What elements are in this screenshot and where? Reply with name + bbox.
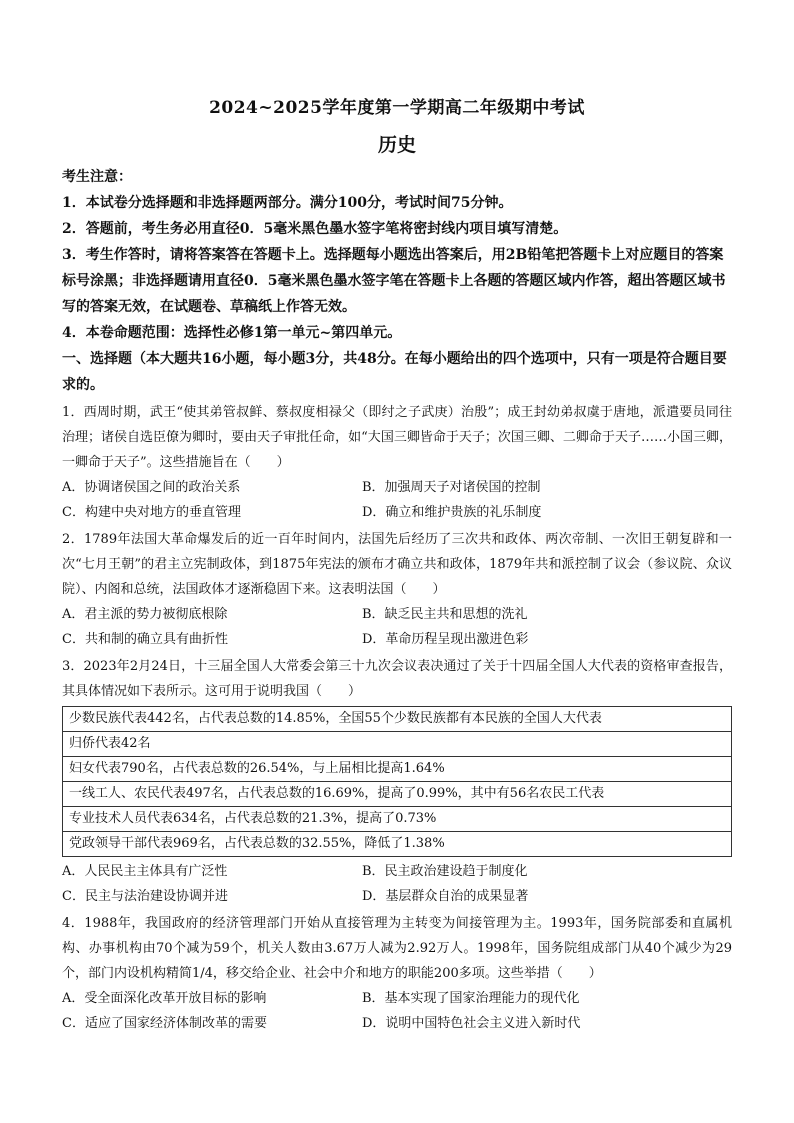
exam-page <box>62 96 732 1036</box>
table-row <box>63 807 732 832</box>
option-c[interactable]: C．民主与法治建设协调并进 <box>62 889 228 904</box>
table-cell: 少数民族代表442名，占代表总数的14.85%，全国55个少数民族都有本民族的全国人大代表 <box>63 707 732 732</box>
option-a[interactable]: A．受全面深化改革开放目标的影响 <box>62 991 267 1006</box>
table-cell: 妇女代表790名，占代表总数的26.54%，与上届相比提高1.64% <box>63 757 732 782</box>
option-b[interactable]: B．缺乏民主共和思想的洗礼 <box>362 607 528 622</box>
option-c[interactable]: C．适应了国家经济体制改革的需要 <box>62 1016 267 1031</box>
note-item: 4．本卷命题范围：选择性必修1第一单元~第四单元。 <box>62 325 402 341</box>
table-cell: 专业技术人员代表634名，占代表总数的21.3%，提高了0.73% <box>63 807 732 832</box>
subject-title: 历史 <box>377 134 416 156</box>
table-row <box>63 757 732 782</box>
option-b[interactable]: B．加强周天子对诸侯国的控制 <box>362 480 541 495</box>
question-1 <box>62 400 732 525</box>
table-row <box>63 782 732 807</box>
option-b[interactable]: B．民主政治建设趋于制度化 <box>362 864 528 879</box>
option-a[interactable]: A．协调诸侯国之间的政治关系 <box>62 480 241 495</box>
option-c[interactable]: C．共和制的确立具有曲折性 <box>62 632 228 647</box>
options <box>62 859 732 909</box>
options <box>62 602 732 652</box>
question-stem: 2．1789年法国大革命爆发后的近一百年时间内，法国先后经历了三次共和政体、两次帝制、一次旧王朝复辟和一次“七月王朝”的君主立宪制政体，到1875年宪法的颁布才确立共和政体，1879年共和派控制了议会（参议院、众议院）、内阁和总统，法国政体才逐渐稳固下来。这表明法国（ ） <box>62 532 732 597</box>
note-item: 2．答题前，考生务必用直径0．5毫米黑色墨水签字笔将密封线内项目填写清楚。 <box>62 221 568 237</box>
option-d[interactable]: D．基层群众自治的成果显著 <box>362 889 529 904</box>
table-cell: 党政领导干部代表969名，占代表总数的32.55%，降低了1.38% <box>63 832 732 857</box>
table-cell: 归侨代表42名 <box>63 732 732 757</box>
option-d[interactable]: D．确立和维护贵族的礼乐制度 <box>362 505 542 520</box>
question-stem: 1．西周时期，武王“使其弟管叔鲜、蔡叔度相禄父（即纣之子武庚）治殷”；成王封幼弟叔虞于唐地，派遣要员同往治理；诸侯自选臣僚为卿时，要由天子审批任命，如“大国三卿皆命于天子；次国三卿、二卿命于天子……小国三卿，一卿命于天子”。这些措施旨在（ ） <box>62 405 732 470</box>
options <box>62 986 732 1036</box>
info-table <box>62 706 732 857</box>
option-d[interactable]: D．说明中国特色社会主义进入新时代 <box>362 1016 581 1031</box>
option-a[interactable]: A．人民民主主体具有广泛性 <box>62 864 228 879</box>
section-heading: 一、选择题（本大题共16小题，每小题3分，共48分。在每小题给出的四个选项中，只有一项是符合题目要求的。 <box>62 351 727 393</box>
option-b[interactable]: B．基本实现了国家治理能力的现代化 <box>362 991 580 1006</box>
question-stem: 3．2023年2月24日，十三届全国人大常委会第三十九次会议表决通过了关于十四届全国人大代表的资格审查报告，其具体情况如下表所示。这可用于说明我国（ ） <box>62 659 732 699</box>
table-row <box>63 732 732 757</box>
question-4 <box>62 911 732 1036</box>
note-item: 3．考生作答时，请将答案答在答题卡上。选择题每小题选出答案后，用2B铅笔把答题卡上对应题目的答案标号涂黑；非选择题请用直径0．5毫米黑色墨水签字笔在答题卡上各题的答题区域内作答，超出答题区域书写的答案无效，在试题卷、草稿纸上作答无效。 <box>62 247 726 315</box>
exam-title: 2024~2025学年度第一学期高二年级期中考试 <box>209 98 585 118</box>
question-2 <box>62 527 732 652</box>
option-a[interactable]: A．君主派的势力被彻底根除 <box>62 607 228 622</box>
table-row <box>63 832 732 857</box>
notes-heading: 考生注意： <box>62 169 132 185</box>
note-item: 1．本试卷分选择题和非选择题两部分。满分100分，考试时间75分钟。 <box>62 195 513 211</box>
table-row <box>63 707 732 732</box>
option-d[interactable]: D．革命历程呈现出激进色彩 <box>362 632 529 647</box>
option-c[interactable]: C．构建中央对地方的垂直管理 <box>62 505 241 520</box>
question-3 <box>62 654 732 909</box>
table-cell: 一线工人、农民代表497名，占代表总数的16.69%，提高了0.99%，其中有56名农民工代表 <box>63 782 732 807</box>
notes-block <box>62 164 732 346</box>
options <box>62 475 732 525</box>
question-stem: 4．1988年，我国政府的经济管理部门开始从直接管理为主转变为间接管理为主。1993年，国务院部委和直属机构、办事机构由70个减为59个，机关人数由3.67万人减为2.92万人。1998年，国务院组成部门从40个减少为29个，部门内设机构精简1/4，移交给企业、社会中介和地方的职能200多项。这些举措（ ） <box>62 916 732 981</box>
